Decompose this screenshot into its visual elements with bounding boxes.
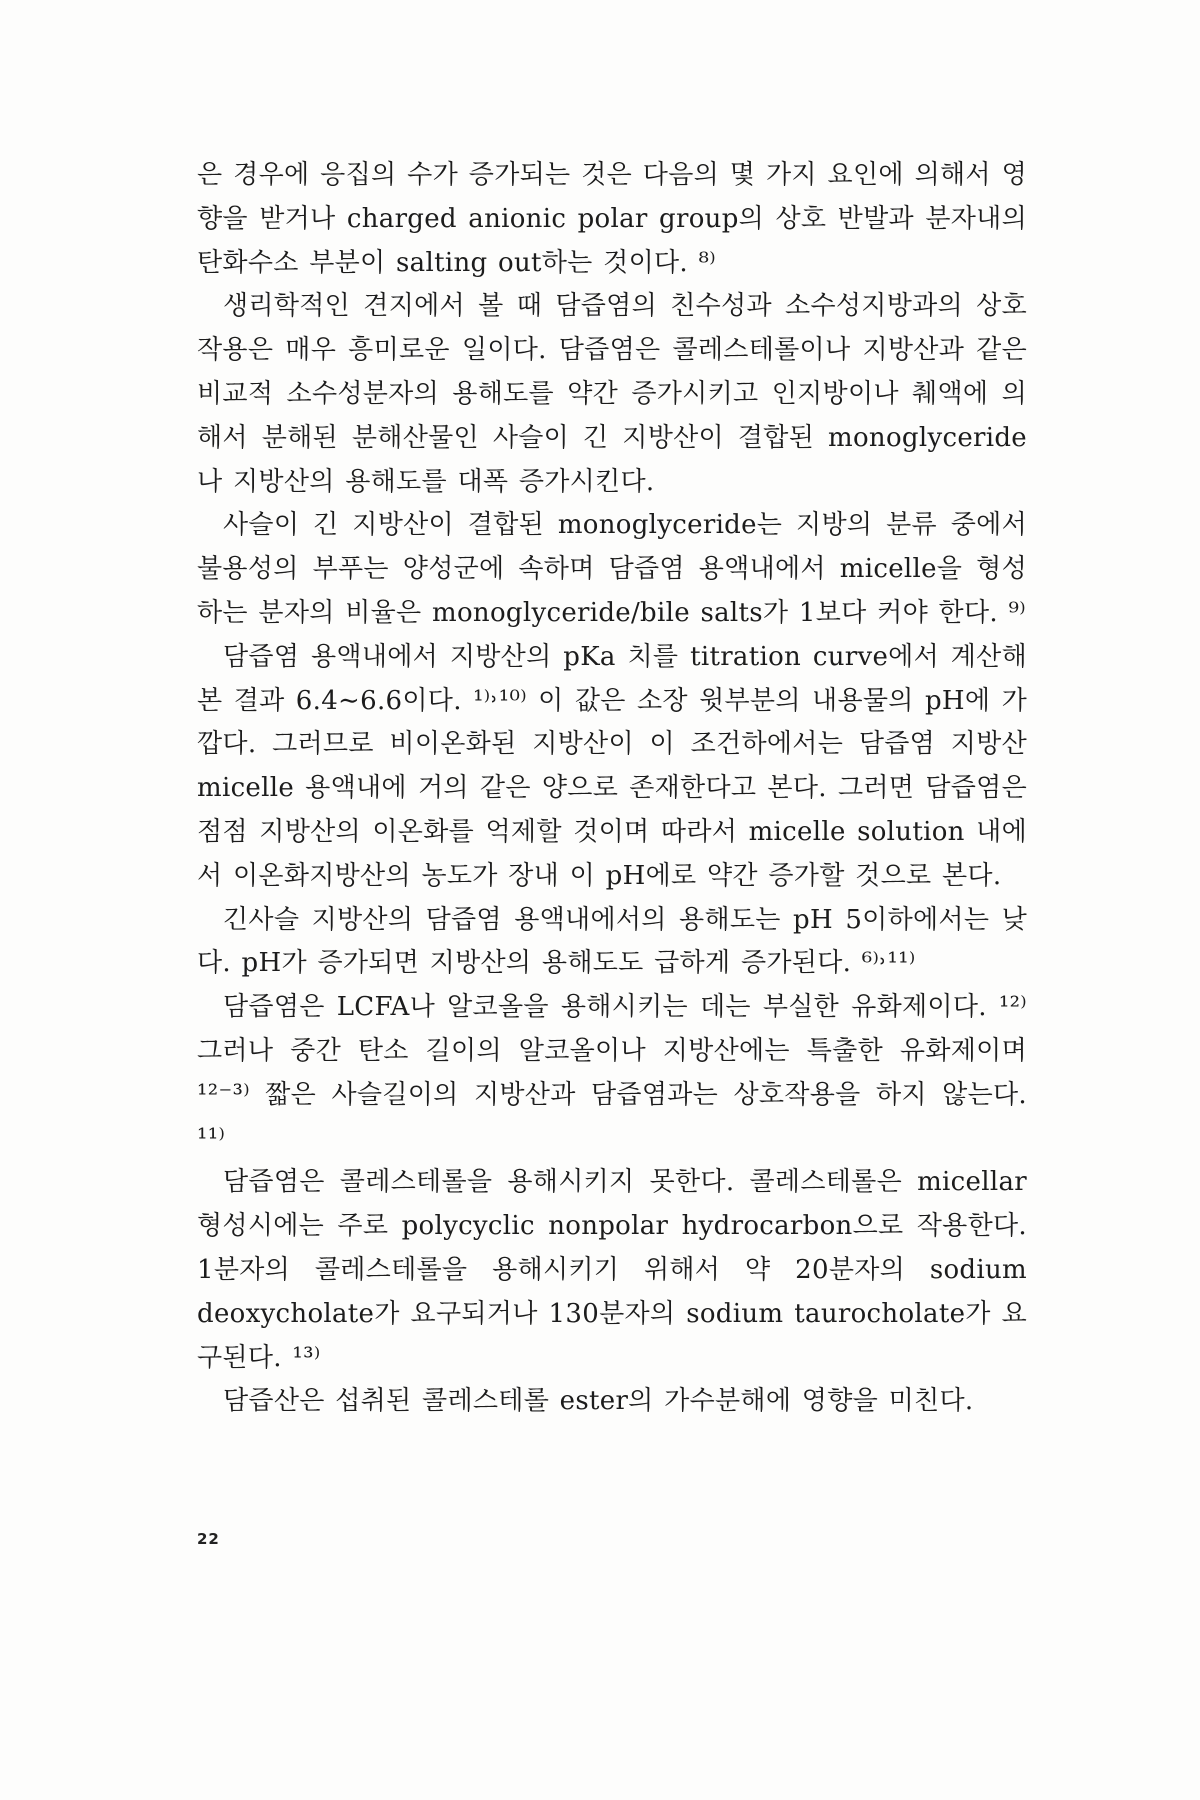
paragraph-3: 사슬이 긴 지방산이 결합된 monoglyceride는 지방의 분류 중에서 불용성의 부푸는 양성군에 속하며 담즙염 용액내에서 micelle을 형성하는 분자의 비율은 monoglyceride/bile salts가 1보다 커야 한다. ⁹⁾ [197, 510, 1027, 628]
paragraph-6: 담즙염은 LCFA나 알코올을 용해시키는 데는 부실한 유화제이다. ¹²⁾ 그러나 중간 탄소 길이의 알코올이나 지방산에는 특출한 유화제이며¹²⁻³⁾ 짧은 사슬길이의 지방산과 담즙염과는 상호작용을 하지 않는다. ¹¹⁾ [197, 992, 1027, 1154]
paragraph-4: 담즙염 용액내에서 지방산의 pKa 치를 titration curve에서 계산해 본 결과 6.4∼6.6이다. ¹⁾˒¹⁰⁾ 이 값은 소장 윗부분의 내용물의 pH에 가깝다. 그러므로 비이온화된 지방산이 이 조건하에서는 담즙염 지방산 micelle 용액내에 거의 같은 양으로 존재한다고 본다. 그러면 담즙염은 점점 지방산의 이온화를 억제할 것이며 따라서 micelle solution 내에서 이온화지방산의 농도가 장내 이 pH에로 약간 증가할 것으로 본다. [197, 641, 1027, 891]
paragraph-7: 담즙염은 콜레스테롤을 용해시키지 못한다. 콜레스테롤은 micellar 형성시에는 주로 polycyclic nonpolar hydrocarbon으로 작용한다. 1분자의 콜레스테롤을 용해시키기 위해서 약 20분자의 sodium deoxycholate가 요구되거나 130분자의 sodium taurocholate가 요구된다. ¹³⁾ [197, 1167, 1027, 1373]
page-number: 22 [197, 1530, 220, 1548]
paragraph-8: 담즙산은 섭취된 콜레스테롤 ester의 가수분해에 영향을 미친다. [223, 1386, 974, 1417]
paragraph-5: 긴사슬 지방산의 담즙염 용액내에서의 용해도는 pH 5이하에서는 낮다. pH가 증가되면 지방산의 용해도도 급하게 증가된다. ⁶⁾˒¹¹⁾ [197, 904, 1027, 979]
paragraph-2: 생리학적인 견지에서 볼 때 담즙염의 친수성과 소수성지방과의 상호작용은 매우 흥미로운 일이다. 담즙염은 콜레스테롤이나 지방산과 같은 비교적 소수성분자의 용해도를 약간 증가시키고 인지방이나 췌액에 의해서 분해된 분해산물인 사슬이 긴 지방산이 결합된 monoglyceride나 지방산의 용해도를 대폭 증가시킨다. [197, 291, 1027, 497]
paragraph-1: 은 경우에 응집의 수가 증가되는 것은 다음의 몇 가지 요인에 의해서 영향을 받거나 charged anionic polar group의 상호 반발과 분자내의 탄화수소 부분이 salting out하는 것이다. ⁸⁾ [197, 160, 1027, 278]
body-text [197, 154, 1027, 1424]
